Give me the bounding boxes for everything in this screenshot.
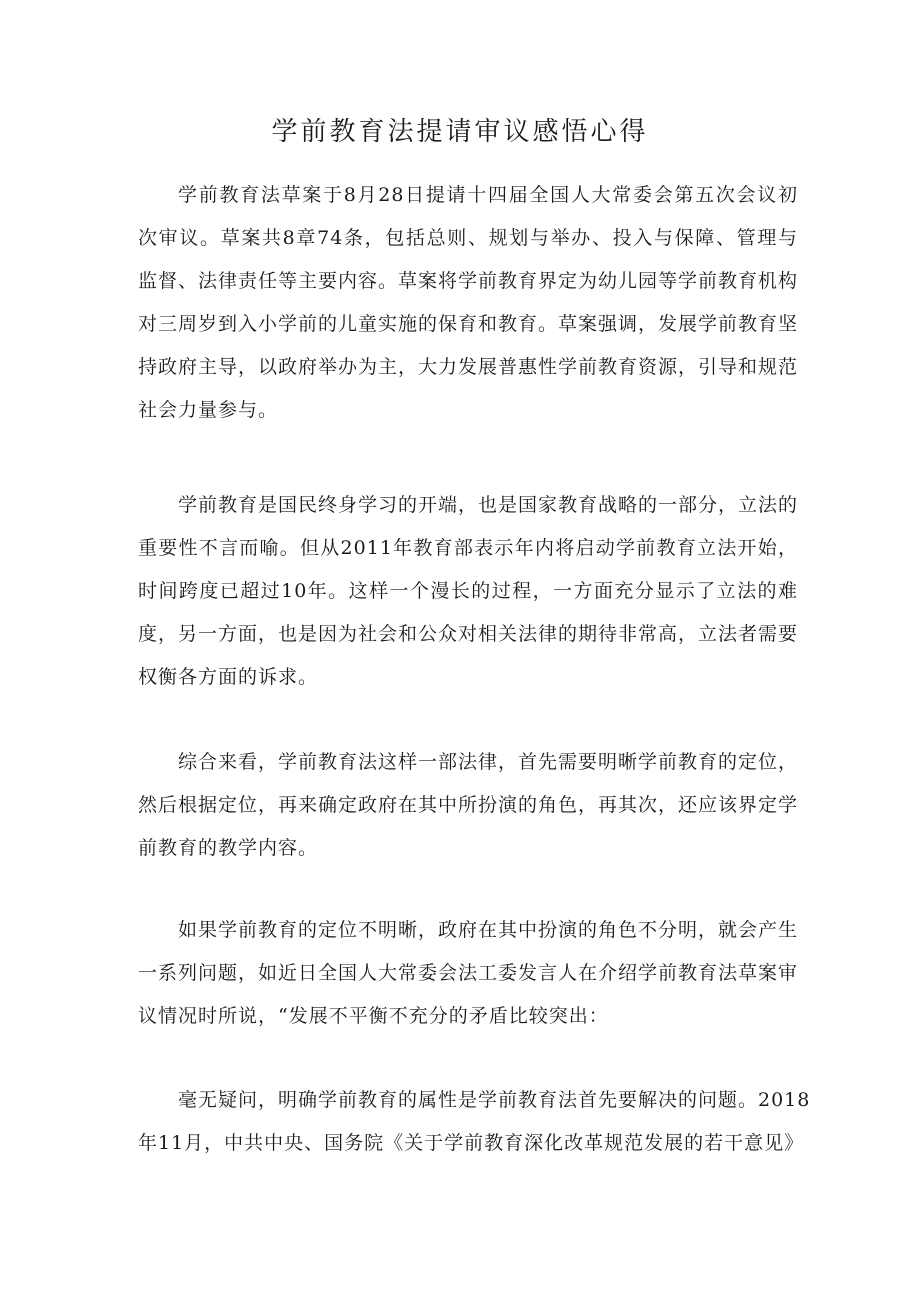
document-title: 学前教育法提请审议感悟心得 xyxy=(271,117,649,147)
paragraph-line: 学前教育是国民终身学习的开端，也是国家教育战略的一部分，立法的 xyxy=(178,494,799,516)
paragraph-line: 议情况时所说，“发展不平衡不充分的矛盾比较突出： xyxy=(138,1005,609,1027)
paragraph-2 xyxy=(138,484,798,699)
paragraph-3 xyxy=(138,741,798,870)
paragraph-line: 社会力量参与。 xyxy=(138,399,279,421)
paragraph-line: 如果学前教育的定位不明晰，政府在其中扮演的角色不分明，就会产生 xyxy=(178,919,799,941)
paragraph-line: 监督、法律责任等主要内容。草案将学前教育界定为幼儿园等学前教育机构 xyxy=(138,270,799,292)
paragraph-line: 持政府主导，以政府举办为主，大力发展普惠性学前教育资源，引导和规范 xyxy=(138,356,799,378)
paragraph-line: 一系列问题，如近日全国人大常委会法工委发言人在介绍学前教育法草案审 xyxy=(138,962,799,984)
paragraph-4 xyxy=(138,909,798,1038)
paragraph-line: 重要性不言而喻。但从2011年教育部表示年内将启动学前教育立法开始， xyxy=(138,537,798,559)
paragraph-line: 学前教育法草案于8月28日提请十四届全国人大常委会第五次会议初 xyxy=(178,184,798,206)
paragraph-line: 度，另一方面，也是因为社会和公众对相关法律的期待非常高，立法者需要 xyxy=(138,623,799,645)
paragraph-line: 次审议。草案共8章74条，包括总则、规划与举办、投入与保障、管理与 xyxy=(138,227,798,249)
paragraph-line: 时间跨度已超过10年。这样一个漫长的过程，一方面充分显示了立法的难 xyxy=(138,580,798,602)
paragraph-line: 综合来看，学前教育法这样一部法律，首先需要明晰学前教育的定位， xyxy=(178,751,799,773)
paragraph-line: 权衡各方面的诉求。 xyxy=(138,666,319,688)
paragraph-line: 对三周岁到入小学前的儿童实施的保育和教育。草案强调，发展学前教育坚 xyxy=(138,313,799,335)
paragraph-5 xyxy=(138,1079,811,1165)
paragraph-1 xyxy=(138,174,798,432)
paragraph-line: 前教育的教学内容。 xyxy=(138,837,319,859)
paragraph-line: 年11月，中共中央、国务院《关于学前教育深化改革规范发展的若干意见》 xyxy=(138,1132,805,1154)
paragraph-line: 然后根据定位，再来确定政府在其中所扮演的角色，再其次，还应该界定学 xyxy=(138,794,799,816)
paragraph-line: 毫无疑问，明确学前教育的属性是学前教育法首先要解决的问题。2018 xyxy=(178,1089,811,1111)
